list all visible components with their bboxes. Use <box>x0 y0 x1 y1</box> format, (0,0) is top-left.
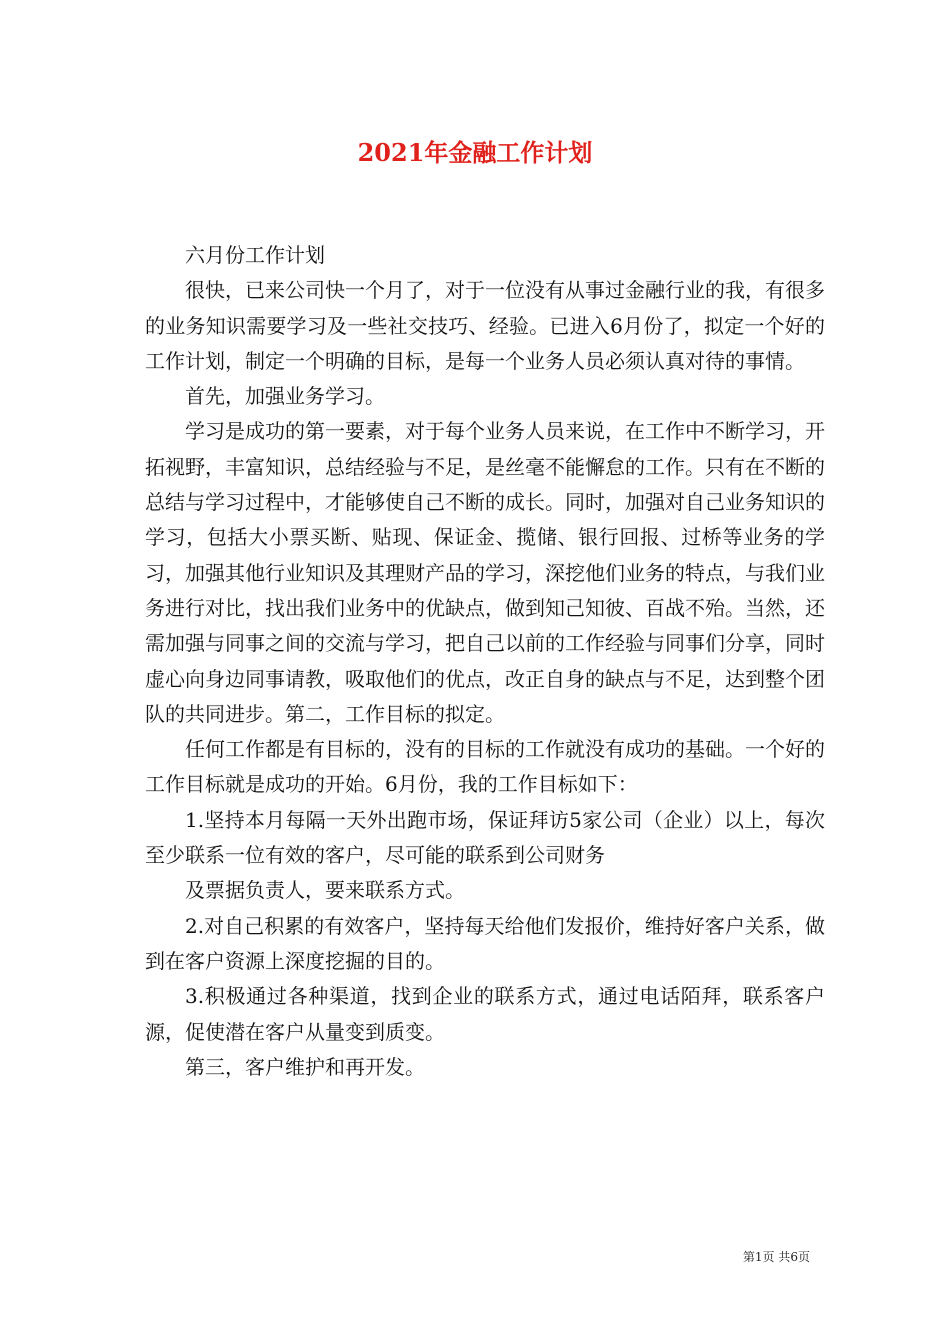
document-title: 2021年金融工作计划 <box>357 138 593 167</box>
page-number: 第1页 共6页 <box>742 1250 810 1264</box>
paragraph: 学习是成功的第一要素，对于每个业务人员来说，在工作中不断学习，开拓视野，丰富知识，总结经验与不足，是丝毫不能懈怠的工作。只有在不断的总结与学习过程中，才能够使自己不断的成长。同时，加强对自己业务知识的学习，包括大小票买断、贴现、保证金、揽储、银行回报、过桥等业务的学习，加强其他行业知识及其理财产品的学习，深挖他们业务的特点，与我们业务进行对比，找出我们业务中的优缺点，做到知己知彼、百战不殆。当然，还需加强与同事之间的交流与学习，把自己以前的工作经验与同事们分享，同时虚心向身边同事请教，吸取他们的优点，改正自身的缺点与不足，达到整个团队的共同进步。第二，工作目标的拟定。 <box>145 419 825 726</box>
list-item: 3.积极通过各种渠道，找到企业的联系方式，通过电话陌拜，联系客户源，促使潜在客户从量变到质变。 <box>145 984 825 1044</box>
paragraph: 很快，已来公司快一个月了，对于一位没有从事过金融行业的我，有很多的业务知识需要学习及一些社交技巧、经验。已进入6月份了，拟定一个好的工作计划，制定一个明确的目标，是每一个业务人员必须认真对待的事情。 <box>145 278 825 373</box>
list-item-continuation: 及票据负责人，要来联系方式。 <box>185 878 465 903</box>
paragraph: 任何工作都是有目标的，没有的目标的工作就没有成功的基础。一个好的工作目标就是成功的开始。6月份，我的工作目标如下： <box>145 737 825 797</box>
list-item: 2.对自己积累的有效客户，坚持每天给他们发报价，维持好客户关系，做到在客户资源上深度挖掘的目的。 <box>145 913 825 973</box>
section-heading: 六月份工作计划 <box>185 243 325 267</box>
section-heading: 第三，客户维护和再开发。 <box>185 1054 425 1079</box>
list-item: 1.坚持本月每隔一天外出跑市场，保证拜访5家公司（企业）以上，每次至少联系一位有效的客户，尽可能的联系到公司财务 <box>145 807 825 868</box>
section-heading: 首先，加强业务学习。 <box>185 384 385 409</box>
document-body <box>145 238 825 1085</box>
